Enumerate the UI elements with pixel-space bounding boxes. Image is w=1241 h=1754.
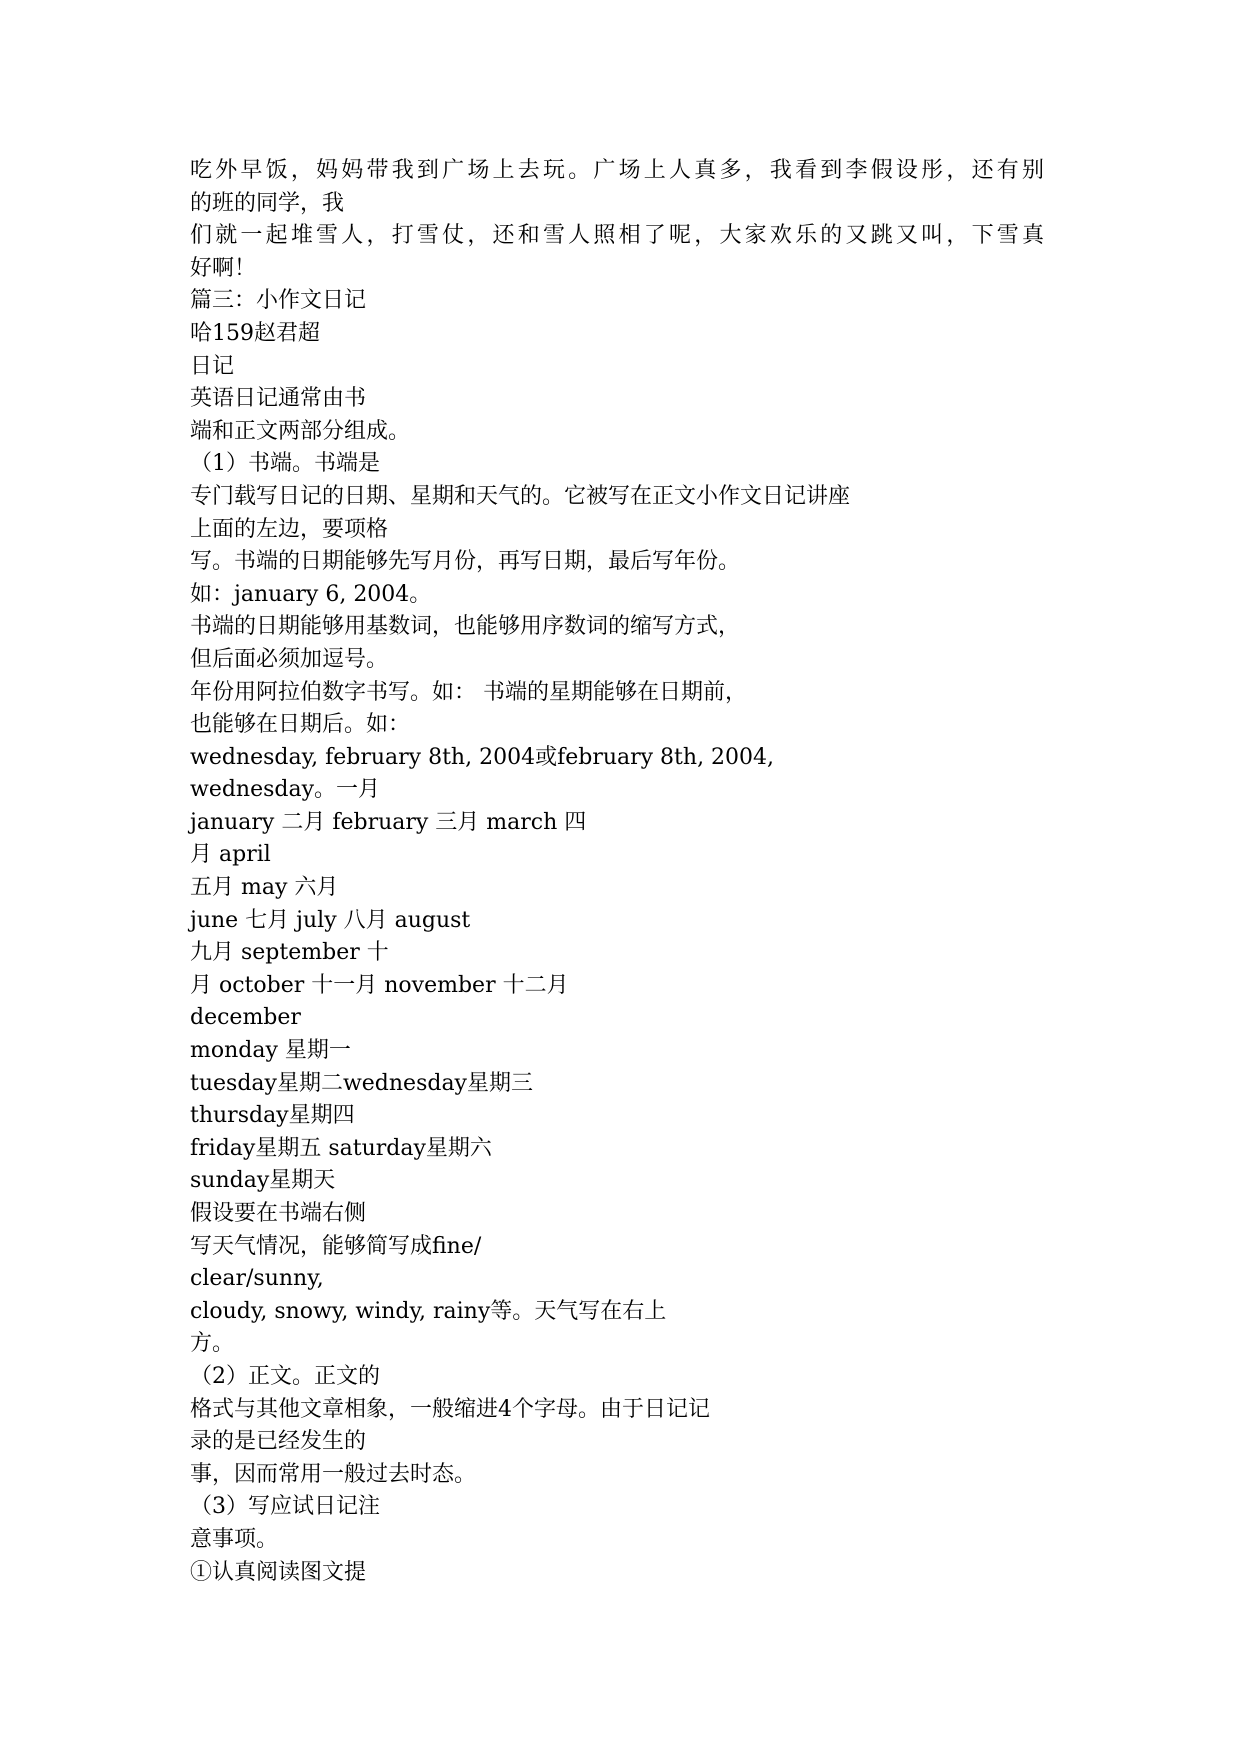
text-line: 们就一起堆雪人，打雪仗，还和雪人照相了呢，大家欢乐的又跳又叫，下雪真	[190, 223, 1044, 249]
text-line: 月 april	[190, 842, 271, 868]
section-heading: 篇三：小作文日记	[190, 288, 367, 314]
text-line: 好啊！	[190, 255, 257, 281]
text-line: 五月 may 六月	[190, 875, 339, 901]
text-line: 格式与其他文章相象，一般缩进4个字母。由于日记记	[190, 1396, 710, 1422]
text-line: 录的是已经发生的	[190, 1429, 367, 1455]
text-line: 但后面必须加逗号。	[190, 646, 389, 672]
document-body	[190, 155, 1070, 1589]
text-line: 如：january 6, 2004。	[190, 581, 432, 607]
text-line: 端和正文两部分组成。	[190, 418, 411, 444]
author-line: 哈159赵君超	[190, 320, 320, 346]
text-line: 也能够在日期后。如：	[190, 712, 411, 738]
text-line: 假设要在书端右侧	[190, 1201, 367, 1226]
text-line: 专门载写日记的日期、星期和天气的。它被写在正文小作文日记讲座	[190, 483, 851, 509]
text-line: 九月 september 十	[190, 940, 389, 966]
text-line: clear/sunny,	[190, 1266, 324, 1292]
text-line: 英语日记通常由书	[190, 386, 367, 412]
text-line: ①认真阅读图文提	[190, 1559, 367, 1585]
text-line: 的班的同学，我	[190, 190, 345, 216]
text-line: （1）书端。书端是	[190, 451, 380, 477]
text-line: 吃外早饭，妈妈带我到广场上去玩。广场上人真多，我看到李假设彤，还有别	[190, 158, 1044, 183]
text-line: tuesday星期二wednesday星期三	[190, 1070, 533, 1096]
text-line: thursday星期四	[190, 1103, 355, 1129]
text-line: sunday星期天	[190, 1168, 336, 1194]
text-line: 上面的左边，要项格	[190, 516, 389, 542]
text-line: （2）正文。正文的	[190, 1363, 380, 1389]
text-line: 写天气情况，能够简写成fine/	[190, 1233, 482, 1259]
text-line: 月 october 十一月 november 十二月	[190, 972, 569, 998]
text-line: friday星期五 saturday星期六	[190, 1135, 492, 1161]
text-line: 年份用阿拉伯数字书写。如： 书端的星期能够在日期前，	[190, 679, 747, 705]
text-line: cloudy, snowy, windy, rainy等。天气写在右上	[190, 1298, 667, 1324]
text-line: january 二月 february 三月 march 四	[190, 809, 587, 835]
text-line: 方。	[190, 1331, 235, 1357]
text-line: december	[190, 1005, 301, 1031]
text-line: monday 星期一	[190, 1038, 351, 1064]
text-line: 书端的日期能够用基数词，也能够用序数词的缩写方式，	[190, 614, 741, 640]
text-line: 事，因而常用一般过去时态。	[190, 1461, 477, 1487]
text-line: wednesday。一月	[190, 777, 381, 803]
text-line: wednesday, february 8th, 2004或february 8th, 2004,	[190, 744, 775, 770]
text-line: 日记	[190, 353, 235, 379]
text-line: 意事项。	[190, 1526, 279, 1552]
text-line: 写。书端的日期能够先写月份，再写日期，最后写年份。	[190, 549, 741, 575]
text-line: june 七月 july 八月 august	[190, 907, 471, 933]
text-line: （3）写应试日记注	[190, 1494, 380, 1520]
